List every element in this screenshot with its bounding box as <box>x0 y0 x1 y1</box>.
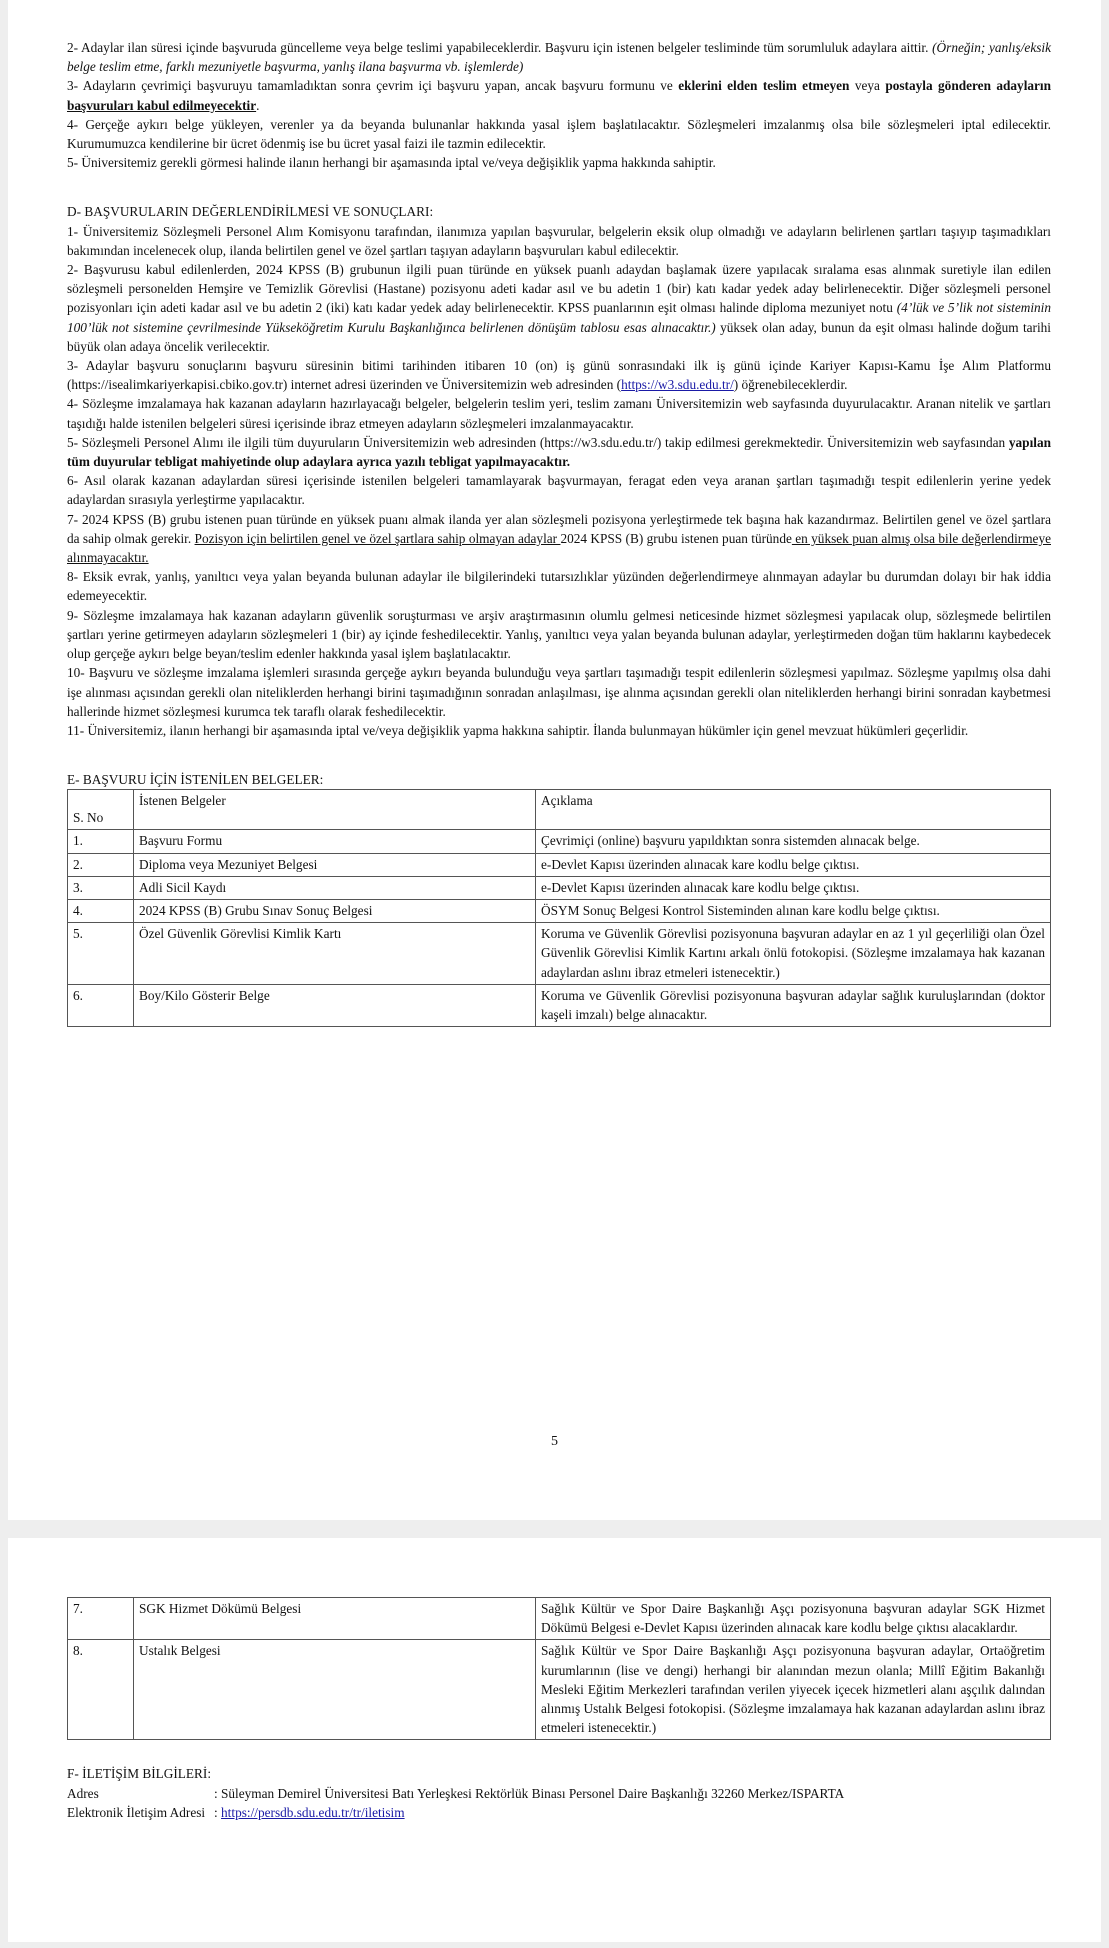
address-value: : Süleyman Demirel Üniversitesi Batı Yerleşkesi Rektörlük Binası Personel Daire Başkanlığı 32260 Merkez/ISPARTA <box>214 1785 845 1801</box>
paragraph-d3 <box>67 356 1051 394</box>
row-number: 1. <box>68 830 134 853</box>
paragraph-d10: 10- Başvuru ve sözleşme imzalama işlemleri sırasında gerçeğe aykırı beyanda bulunduğu veya şartları taşımadığı tespit edilenlerin sözleşmesi yapılmaz. Sözleşme yapılmış olsa dahi işe alınması açısından gerekli olan niteliklerden herhangi birini taşımadığının sonradan anlaşılması, işe alınma açısından gerekli olan niteliklerden herhangi birini sonradan kaybetmesi hallerinde hizmet sözleşmesi kurumca tek taraflı olarak feshedilecektir. <box>67 665 1051 719</box>
table-row <box>68 899 1051 922</box>
document-name: Ustalık Belgesi <box>134 1640 536 1740</box>
table-row <box>68 876 1051 899</box>
text: 5- Sözleşmeli Personel Alımı ile ilgili tüm duyuruların Üniversitemizin web adresinden (https://w3.sdu.edu.tr/) takip edilmesi gerekmektedir. Üniversitemizin web sayfasından <box>67 434 1009 450</box>
text: . <box>256 97 260 113</box>
row-number: 5. <box>68 923 134 985</box>
bold-text: postayla gönderen adayların <box>885 78 1052 94</box>
table-row <box>68 853 1051 876</box>
paragraph-d1: 1- Üniversitemiz Sözleşmeli Personel Alım Komisyonu tarafından, ilanımıza yapılan başvurular, belgelerin eksik olup olmadığı ve adayların belirlenen şartları taşıyıp taşımadıkları bakımından incelenecek olup, ilanda belirtilen genel ve özel şartları taşıyan adayların başvuruları kabul edilecektir. <box>67 223 1051 258</box>
header-documents: İstenen Belgeler <box>134 790 536 830</box>
table-row <box>68 923 1051 985</box>
address-label: Adres <box>67 1785 99 1801</box>
bold-text: eklerini elden teslim etmeyen <box>678 78 850 94</box>
text: 3- Adaylar başvuru sonuçlarını başvuru süresinin bitimi tarihinden itibaren 10 (on) iş günü sonrasındaki ilk iş günü içinde Kariyer Kapısı-Kamu İşe Alım Platformu (https://isealimkariyerkapisi.cbiko.gov.tr) internet adresi üzerinden ve Üniversitemizin web adresinden ( <box>67 358 1051 393</box>
table-row <box>68 984 1051 1026</box>
section-d-title: D- BAŞVURULARIN DEĞERLENDİRİLMESİ VE SONUÇLARI: <box>67 204 434 220</box>
text: 2024 KPSS (B) grubu istenen puan türünde <box>560 530 792 546</box>
row-number: 7. <box>68 1598 134 1640</box>
section-e-title: E- BAŞVURU İÇİN İSTENİLEN BELGELER: <box>67 772 324 788</box>
document-name: Boy/Kilo Gösterir Belge <box>134 984 536 1026</box>
paragraph-d2 <box>67 260 1051 356</box>
document-description: Sağlık Kültür ve Spor Daire Başkanlığı Aşçı pozisyonuna başvuran adaylar, Ortaöğretim kurumlarının (lise ve dengi) herhangi bir alanından mezun olanla; Millî Eğitim Bakanlığı Mesleki Eğitim Merkezleri tarafından verilen yiyecek içecek hizmetleri alanı aşçılık dalından alınmış Ustalık Belgesi fotokopisi. (Sözleşme imzalamaya hak kazanan adaylardan aslını ibraz etmeleri istenecektir.) <box>536 1640 1051 1740</box>
table-header-row <box>68 790 1051 830</box>
paragraph-d11: 11- Üniversitemiz, ilanın herhangi bir aşamasında iptal ve/veya değişiklik yapma hakkına sahiptir. İlanda bulunmayan hükümler için genel mevzuat hükümleri geçerlidir. <box>67 722 969 738</box>
paragraph-d6: 6- Asıl olarak kazanan adaylardan süresi içerisinde istenilen belgeleri tamamlayarak başvurmayan, feragat eden veya aranan şartları taşımadığı tespit edilenlerin yerine yedek adaylardan sırasıyla yerleştirme yapılacaktır. <box>67 473 1051 508</box>
required-documents-table <box>67 789 1051 1027</box>
page-content <box>67 1597 1051 1822</box>
row-number: 4. <box>68 899 134 922</box>
text: yüksek olan aday, bunun da eşit olması halinde doğum tarihi büyük olan adaya öncelik verilecektir. <box>67 319 1052 354</box>
text: 2- Adaylar ilan süresi içinde başvuruda güncelleme veya belge teslimi yapabileceklerdir. Başvuru için istenen belgeler tesliminde tüm sorumluluk adaylara aittir. <box>67 40 933 55</box>
sdu-website-link[interactable]: https://w3.sdu.edu.tr/ <box>621 377 734 393</box>
page-content <box>67 38 1051 1027</box>
document-description: Koruma ve Güvenlik Görevlisi pozisyonuna başvuran adaylar en az 1 yıl geçerliliği olan Özel Güvenlik Görevlisi Kimlik Kartını arkalı önlü fotokopisi. (Sözleşme imzalamaya hak kazanan adaylardan aslını ibraz etmeleri istenecektir.) <box>536 923 1051 985</box>
document-name: Başvuru Formu <box>134 830 536 853</box>
document-page-6 <box>8 1538 1101 1942</box>
paragraph-c3 <box>67 76 1051 114</box>
underlined-text: alınmayacaktır. <box>67 550 149 566</box>
bold-underlined-text: başvuruları kabul edilmeyecektir <box>67 97 257 113</box>
required-documents-table-continued <box>67 1597 1051 1740</box>
email-label: Elektronik İletişim Adresi <box>67 1804 206 1820</box>
text: 3- Adayların çevrimiçi başvuruyu tamamladıktan sonra çevrim içi başvuru yapan, ancak başvuru formunu ve <box>67 78 679 94</box>
underlined-text: en yüksek puan almış olsa bile değerlendirmeye <box>791 530 1051 546</box>
page-number: 5 <box>551 1434 558 1449</box>
paragraph-c2 <box>67 38 1051 76</box>
paragraph-d4: 4- Sözleşme imzalamaya hak kazanan adayların hazırlayacağı belgeler, belgelerin teslim yeri, teslim zamanı Üniversitemizin web sayfasında duyurulacaktır. Aranan nitelik ve şartları taşıdığı halde istenilen belgeleri süresi içerisinde ibraz etmeyen adayların sözleşmeleri imzalanmayacaktır. <box>67 396 1051 431</box>
table-row <box>68 1640 1051 1740</box>
row-number: 3. <box>68 876 134 899</box>
text: ) öğrenebileceklerdir. <box>733 377 848 393</box>
document-page-5 <box>8 0 1101 1520</box>
row-number: 2. <box>68 853 134 876</box>
table-row <box>68 830 1051 853</box>
paragraph-d8: 8- Eksik evrak, yanlış, yanıltıcı veya yalan beyanda bulunan adaylar ile bilgilerindeki tutarsızlıklar yüzünden değerlendirmeye alınmayan adaylar bu durumdan dolayı bir hak iddia edemeyecektir. <box>67 569 1051 604</box>
header-sno: S. No <box>68 790 134 830</box>
italic-note: (Örneğin; yanlış/eksik belge teslim etme, farklı mezuniyetle başvurma, yanlış ilana başvurma vb. işlemlerde) <box>67 40 1052 75</box>
text: 2- Başvurusu kabul edilenlerden, 2024 KPSS (B) grubunun ilgili puan türünde en yüksek puanlı adaydan başlamak üzere yapılacak sıralama esas alınmak suretiyle ilan edilen sözleşmeli personelden Hemşire ve Temizlik Görevlisi (Hastane) pozisyonu adeti kadar asıl ve bu adetin 1 (bir) katı kadar yedek aday belirlenecektir. Diğer sözleşmeli personel pozisyonları için adeti kadar asıl ve bu adetin 2 (iki) katı kadar yedek aday belirlenecektir. KPSS puanlarının eşit olması halinde diploma mezuniyet notu <box>67 262 1051 316</box>
paragraph-d7 <box>67 510 1051 568</box>
address-row <box>67 1784 1051 1803</box>
table-row <box>68 1598 1051 1640</box>
contact-link[interactable]: https://persdb.sdu.edu.tr/tr/iletisim <box>221 1804 405 1820</box>
italic-note: (4’lük ve 5’lik not sisteminin 100’lük not sistemine çevrilmesinde Yükseköğretim Kurulu Başkanlığınca belirlenen dönüşüm tablosu esas alınacaktır.) <box>67 300 1052 335</box>
row-number: 8. <box>68 1640 134 1740</box>
paragraph-d9: 9- Sözleşme imzalamaya hak kazanan adayların güvenlik soruşturması ve arşiv araştırmasının olumlu gelmesi neticesinde hizmet sözleşmesi yapılacak olup, sözleşmede belirtilen şartları yerine getirmeyen adayların sözleşmeleri 1 (bir) ay içinde feshedilecektir. Yanlış, yanıltıcı veya yalan beyanda bulunan adaylar, yerleştirmeden doğan tüm haklarını kaybedecek olup gerçeğe aykırı belge beyan/teslim edenler hakkında yasal işlem başlatılacaktır. <box>67 607 1051 662</box>
bold-text: yapılan tüm duyurular tebligat mahiyetinde olup adaylara ayrıca yazılı tebligat yapılmayacaktır. <box>67 434 1051 470</box>
document-name: Adli Sicil Kaydı <box>134 876 536 899</box>
header-description: Açıklama <box>536 790 1051 830</box>
paragraph-d5 <box>67 433 1051 471</box>
row-number: 6. <box>68 984 134 1026</box>
paragraph-c4: 4- Gerçeğe aykırı belge yükleyen, verenler ya da beyanda bulunanlar hakkında yasal işlem başlatılacaktır. Sözleşmeleri imzalanmış olsa bile sözleşmeleri iptal edilecektir. Kurumumuzca kendilerine bir ücret ödenmiş ise bu ücret yasal faizi ile tazmin edilecektir. <box>67 116 1051 152</box>
document-description: Koruma ve Güvenlik Görevlisi pozisyonuna başvuran adaylar sağlık kuruluşlarından (doktor kaşeli imzalı) belge alınacaktır. <box>536 984 1051 1026</box>
contact-section <box>67 1764 1051 1822</box>
document-description: ÖSYM Sonuç Belgesi Kontrol Sisteminden alınan kare kodlu belge çıktısı. <box>536 899 1051 922</box>
document-description: Çevrimiçi (online) başvuru yapıldıktan sonra sistemden alınacak belge. <box>536 830 1051 853</box>
document-name: 2024 KPSS (B) Grubu Sınav Sonuç Belgesi <box>134 899 536 922</box>
document-description: e-Devlet Kapısı üzerinden alınacak kare kodlu belge çıktısı. <box>536 876 1051 899</box>
email-colon: : <box>214 1804 222 1820</box>
text: veya <box>849 78 886 94</box>
email-row <box>67 1803 1051 1822</box>
section-f-title: F- İLETİŞİM BİLGİLERİ: <box>67 1766 212 1782</box>
document-name: SGK Hizmet Dökümü Belgesi <box>134 1598 536 1640</box>
underlined-text: Pozisyon için belirtilen genel ve özel şartlara sahip olmayan adaylar <box>194 530 561 546</box>
document-description: e-Devlet Kapısı üzerinden alınacak kare kodlu belge çıktısı. <box>536 853 1051 876</box>
paragraph-c5: 5- Üniversitemiz gerekli görmesi halinde ilanın herhangi bir aşamasında iptal ve/veya değişiklik yapma hakkında sahiptir. <box>67 155 716 171</box>
document-description: Sağlık Kültür ve Spor Daire Başkanlığı Aşçı pozisyonuna başvuran adaylar SGK Hizmet Dökümü Belgesi e-Devlet Kapısı üzerinden alınacak kare kodlu belge çıktısı alacaklardır. <box>536 1598 1051 1640</box>
text: 7- 2024 KPSS (B) grubu istenen puan türünde en yüksek puanı almak ilanda yer alan sözleşmeli pozisyona yerleştirmede tek başına hak kazandırmaz. Belirtilen genel ve özel şartlara da sahip olmak gerekir. <box>67 511 1051 546</box>
document-name: Özel Güvenlik Görevlisi Kimlik Kartı <box>134 923 536 985</box>
document-name: Diploma veya Mezuniyet Belgesi <box>134 853 536 876</box>
